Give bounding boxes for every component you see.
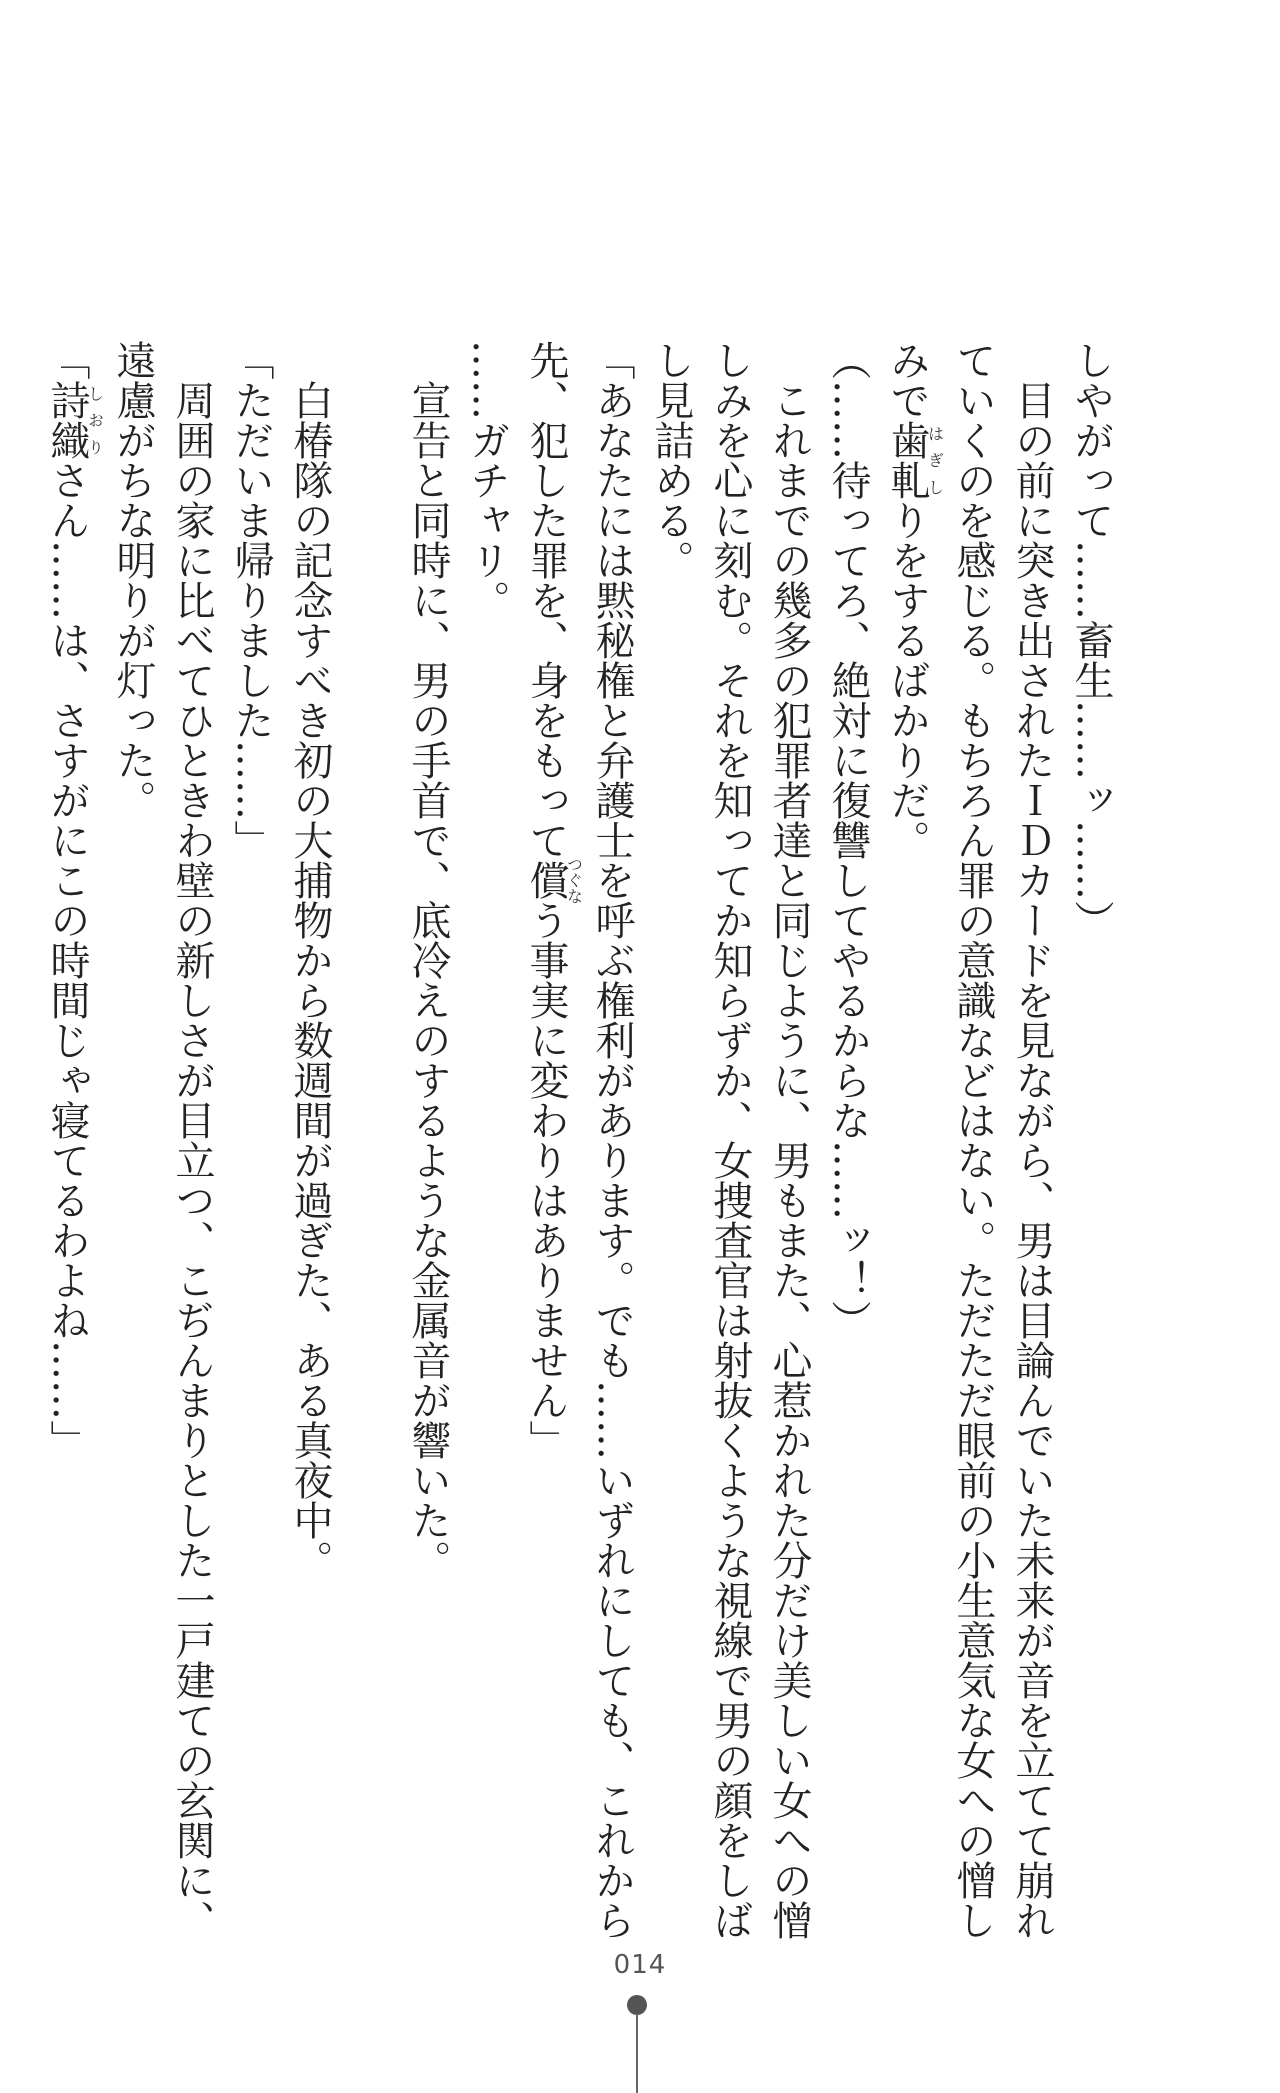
text-segment: 「 xyxy=(44,340,90,380)
page-number: 014 xyxy=(613,1950,667,1980)
text-line: しやがって……畜生……ッ……） xyxy=(1068,340,1114,940)
text-line xyxy=(37,340,103,1780)
text-segment: さん……は、さすがにこの時間じゃ寝てるわよね……」 xyxy=(44,460,90,1460)
vertical-body-text xyxy=(37,340,1120,1940)
text-line: ていくのを感じる。もちろん罪の意識などはない。ただただ眼前の小生意気な女への憎し xyxy=(950,340,996,1940)
text-line: （……待ってろ、絶対に復讐してやるからな……ッ！） xyxy=(825,340,871,1340)
text-line xyxy=(516,340,582,1780)
text-segment: みで xyxy=(884,340,930,420)
ruby-reading: つぐな xyxy=(564,856,584,904)
ruby-word xyxy=(884,420,945,500)
ruby-reading: はぎし xyxy=(925,420,945,500)
page-footer xyxy=(0,1950,1280,1980)
blank-line xyxy=(339,340,398,1780)
bullet-dot-icon xyxy=(627,1995,647,2015)
text-line: 目の前に突き出されたＩＤカードを見ながら、男は目論んでいた未来が音を立てて崩れ xyxy=(1009,380,1055,1940)
footer-divider-line xyxy=(636,2014,638,2093)
ruby-base: 詩織 xyxy=(44,380,90,460)
ruby-base: 償 xyxy=(523,856,569,904)
text-line: 「ただいま帰りました……」 xyxy=(228,340,274,860)
text-line: ……ガチャリ。 xyxy=(464,340,510,620)
text-line: 「あなたには黙秘権と弁護士を呼ぶ権利があります。でも……いずれにしても、これから xyxy=(589,340,635,1940)
text-line: これまでの幾多の犯罪者達と同じように、男もまた、心惹かれた分だけ美しい女への憎 xyxy=(766,380,812,1940)
ruby-word xyxy=(44,380,105,460)
text-line: し見詰める。 xyxy=(648,340,694,580)
text-line: 白椿隊の記念すべき初の大捕物から数週間が過ぎた、ある真夜中。 xyxy=(287,380,333,1580)
text-line xyxy=(877,340,943,1780)
text-segment: りをするばかりだ。 xyxy=(884,500,930,860)
text-segment: う事実に変わりはありません」 xyxy=(523,900,569,1460)
ruby-word xyxy=(523,856,584,904)
text-line: しみを心に刻む。それを知ってか知らずか、女捜査官は射抜くような視線で男の顔をしば xyxy=(707,340,753,1940)
text-line: 遠慮がちな明りが灯った。 xyxy=(110,340,156,820)
text-line: 周囲の家に比べてひときわ壁の新しさが目立つ、こぢんまりとした一戸建ての玄関に、 xyxy=(169,380,215,1940)
ruby-base: 歯軋 xyxy=(884,420,930,500)
text-line: 宣告と同時に、男の手首で、底冷えのするような金属音が響いた。 xyxy=(405,380,451,1580)
text-segment: 先、犯した罪を、身をもって xyxy=(523,340,569,860)
ruby-reading: しおり xyxy=(85,380,105,460)
